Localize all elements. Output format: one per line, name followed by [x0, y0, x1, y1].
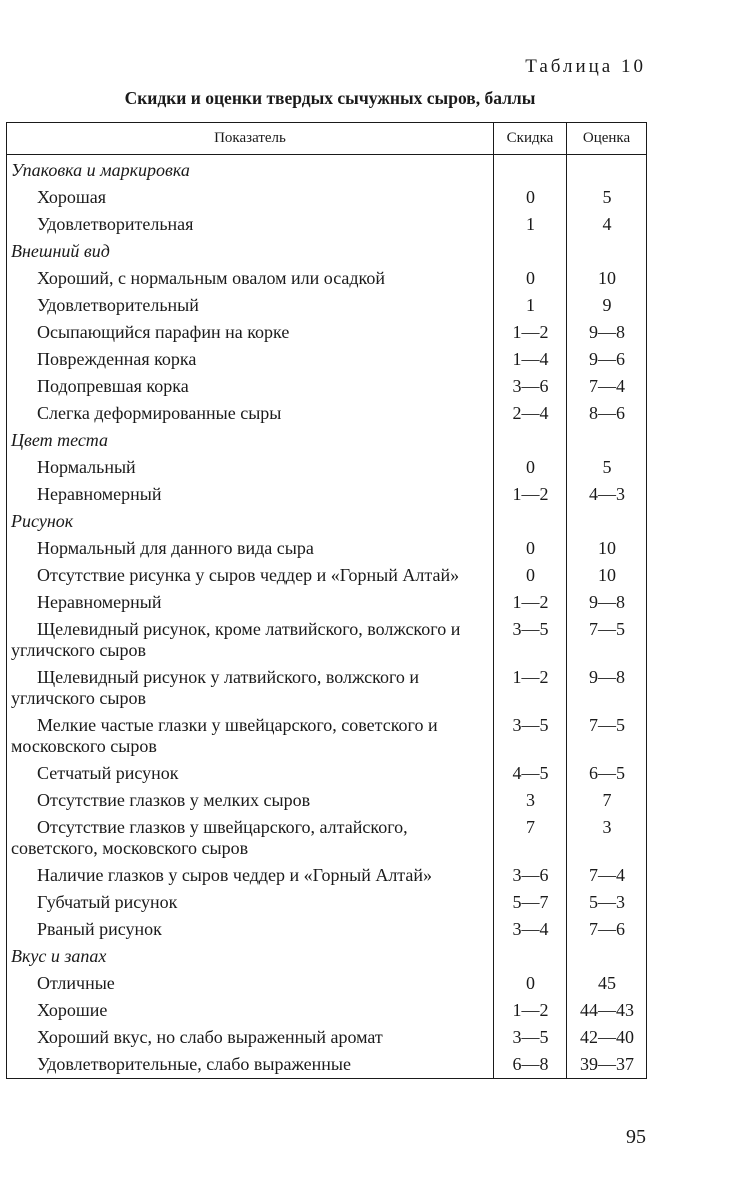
indicator-name: Отсутствие глазков у швейцарского, алтайского, советского, московского сыров — [7, 814, 494, 862]
score-cell: 7—6 — [567, 916, 647, 943]
page-number: 95 — [626, 1126, 646, 1148]
table-row — [7, 265, 647, 292]
discount-cell: 1 — [494, 211, 567, 238]
column-header-discount: Скидка — [494, 123, 567, 155]
score-cell: 10 — [567, 535, 647, 562]
score-cell: 4—3 — [567, 481, 647, 508]
discount-cell: 4—5 — [494, 760, 567, 787]
table-row — [7, 916, 647, 943]
category-row — [7, 508, 647, 535]
discount-cell: 1—2 — [494, 319, 567, 346]
table-body — [7, 155, 647, 1079]
indicator-name: Подопревшая корка — [7, 373, 494, 400]
discount-cell: 1 — [494, 292, 567, 319]
table-row — [7, 319, 647, 346]
score-cell — [567, 943, 647, 970]
score-cell: 5 — [567, 184, 647, 211]
table-row — [7, 373, 647, 400]
discount-cell: 1—4 — [494, 346, 567, 373]
table-row — [7, 616, 647, 664]
table-row — [7, 211, 647, 238]
table-row — [7, 970, 647, 997]
discount-cell: 0 — [494, 265, 567, 292]
discount-cell: 0 — [494, 454, 567, 481]
table-row — [7, 400, 647, 427]
column-header-indicator: Показатель — [7, 123, 494, 155]
discount-cell: 3—5 — [494, 616, 567, 664]
indicator-name: Отличные — [7, 970, 494, 997]
column-header-score: Оценка — [567, 123, 647, 155]
score-cell: 45 — [567, 970, 647, 997]
indicator-name: Мелкие частые глазки у швейцарского, советского и московского сыров — [7, 712, 494, 760]
category-name: Вкус и запах — [7, 943, 494, 970]
indicator-name: Хороший, с нормальным овалом или осадкой — [7, 265, 494, 292]
table-row — [7, 664, 647, 712]
category-name: Рисунок — [7, 508, 494, 535]
discount-cell: 3 — [494, 787, 567, 814]
table-row — [7, 535, 647, 562]
header-row — [7, 123, 647, 155]
discount-cell — [494, 508, 567, 535]
indicator-name: Удовлетворительная — [7, 211, 494, 238]
indicator-name: Щелевидный рисунок, кроме латвийского, волжского и угличского сыров — [7, 616, 494, 664]
indicator-name: Неравномерный — [7, 589, 494, 616]
score-cell: 5 — [567, 454, 647, 481]
indicator-name: Осыпающийся парафин на корке — [7, 319, 494, 346]
indicator-name: Наличие глазков у сыров чеддер и «Горный Алтай» — [7, 862, 494, 889]
table-row — [7, 481, 647, 508]
category-name: Цвет теста — [7, 427, 494, 454]
table-row — [7, 589, 647, 616]
discount-cell — [494, 943, 567, 970]
score-cell: 10 — [567, 562, 647, 589]
category-name: Внешний вид — [7, 238, 494, 265]
discount-cell — [494, 427, 567, 454]
category-name: Упаковка и маркировка — [7, 155, 494, 185]
discount-cell: 0 — [494, 562, 567, 589]
table-row — [7, 889, 647, 916]
indicator-name: Слегка деформированные сыры — [7, 400, 494, 427]
score-cell: 9—8 — [567, 589, 647, 616]
discount-cell: 3—4 — [494, 916, 567, 943]
discount-cell — [494, 238, 567, 265]
score-cell — [567, 238, 647, 265]
indicator-name: Хороший вкус, но слабо выраженный аромат — [7, 1024, 494, 1051]
discount-cell: 0 — [494, 535, 567, 562]
table-row — [7, 787, 647, 814]
score-cell: 6—5 — [567, 760, 647, 787]
score-cell: 9—8 — [567, 319, 647, 346]
indicator-name: Щелевидный рисунок у латвийского, волжского и угличского сыров — [7, 664, 494, 712]
table-row — [7, 346, 647, 373]
discount-cell: 1—2 — [494, 664, 567, 712]
category-row — [7, 427, 647, 454]
indicator-name: Сетчатый рисунок — [7, 760, 494, 787]
discount-cell: 6—8 — [494, 1051, 567, 1079]
discount-cell: 1—2 — [494, 589, 567, 616]
table-caption: Скидки и оценки твердых сычужных сыров, баллы — [124, 88, 536, 108]
cheese-scores-table — [6, 122, 647, 1079]
score-cell: 7—5 — [567, 712, 647, 760]
table-row — [7, 1024, 647, 1051]
score-cell: 3 — [567, 814, 647, 862]
table-row — [7, 562, 647, 589]
indicator-name: Нормальный — [7, 454, 494, 481]
score-cell: 10 — [567, 265, 647, 292]
score-cell — [567, 427, 647, 454]
score-cell: 7—5 — [567, 616, 647, 664]
indicator-name: Хорошие — [7, 997, 494, 1024]
score-cell: 8—6 — [567, 400, 647, 427]
score-cell: 44—43 — [567, 997, 647, 1024]
discount-cell: 5—7 — [494, 889, 567, 916]
table-row — [7, 814, 647, 862]
discount-cell: 3—5 — [494, 712, 567, 760]
table-row — [7, 454, 647, 481]
discount-cell: 1—2 — [494, 997, 567, 1024]
category-row — [7, 943, 647, 970]
discount-cell: 1—2 — [494, 481, 567, 508]
score-cell: 42—40 — [567, 1024, 647, 1051]
category-row — [7, 155, 647, 185]
indicator-name: Рваный рисунок — [7, 916, 494, 943]
indicator-name: Губчатый рисунок — [7, 889, 494, 916]
table-row — [7, 997, 647, 1024]
score-cell: 5—3 — [567, 889, 647, 916]
discount-cell: 0 — [494, 184, 567, 211]
table-row — [7, 862, 647, 889]
score-cell — [567, 155, 647, 185]
table-header — [7, 123, 647, 155]
discount-cell: 3—6 — [494, 862, 567, 889]
discount-cell: 0 — [494, 970, 567, 997]
score-cell: 7—4 — [567, 373, 647, 400]
indicator-name: Неравномерный — [7, 481, 494, 508]
indicator-name: Поврежденная корка — [7, 346, 494, 373]
score-cell: 7—4 — [567, 862, 647, 889]
score-cell: 9—8 — [567, 664, 647, 712]
table-number: Таблица 10 — [525, 56, 646, 77]
score-cell: 4 — [567, 211, 647, 238]
score-cell: 7 — [567, 787, 647, 814]
discount-cell: 7 — [494, 814, 567, 862]
indicator-name: Удовлетворительный — [7, 292, 494, 319]
category-row — [7, 238, 647, 265]
score-cell: 9 — [567, 292, 647, 319]
indicator-name: Нормальный для данного вида сыра — [7, 535, 494, 562]
indicator-name: Отсутствие глазков у мелких сыров — [7, 787, 494, 814]
discount-cell: 2—4 — [494, 400, 567, 427]
table-row — [7, 184, 647, 211]
table-row — [7, 760, 647, 787]
discount-cell — [494, 155, 567, 185]
score-cell — [567, 508, 647, 535]
indicator-name: Хорошая — [7, 184, 494, 211]
table-row — [7, 1051, 647, 1079]
indicator-name: Удовлетворительные, слабо выраженные — [7, 1051, 494, 1079]
indicator-name: Отсутствие рисунка у сыров чеддер и «Горный Алтай» — [7, 562, 494, 589]
discount-cell: 3—5 — [494, 1024, 567, 1051]
discount-cell: 3—6 — [494, 373, 567, 400]
score-cell: 9—6 — [567, 346, 647, 373]
score-cell: 39—37 — [567, 1051, 647, 1079]
table-row — [7, 292, 647, 319]
table-row — [7, 712, 647, 760]
